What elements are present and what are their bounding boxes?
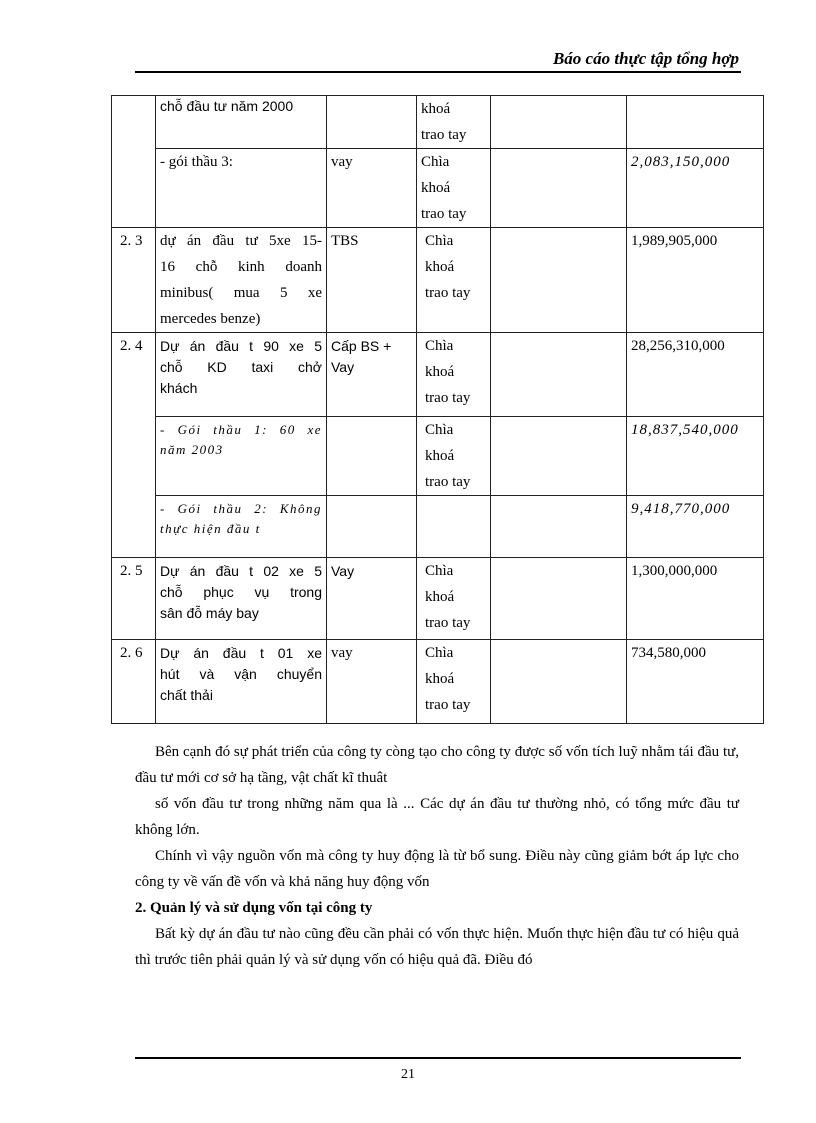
funding-source-cell	[327, 496, 417, 558]
paragraph: số vốn đầu tư trong những năm qua là ... Các dự án đầu tư thường nhỏ, có tổng mức đầu tư không lớn.	[135, 796, 739, 838]
amount-cell: 2,083,150,000	[627, 149, 764, 228]
amount-cell: 1,989,905,000	[627, 228, 764, 333]
funding-source-cell: TBS	[327, 228, 417, 333]
method-cell	[417, 496, 491, 558]
method-cell: Chìa khoá trao tay	[417, 228, 491, 333]
amount-cell: 18,837,540,000	[627, 417, 764, 496]
row-number-cell: 2. 4	[112, 333, 156, 558]
method-cell: Chìa khoá trao tay	[417, 333, 491, 417]
method-cell: khoá trao tay	[417, 96, 491, 149]
amount-cell	[627, 96, 764, 149]
section-heading: 2. Quản lý và sử dụng vốn tại công ty	[135, 900, 373, 916]
blank-cell	[491, 228, 627, 333]
amount-cell: 1,300,000,000	[627, 558, 764, 640]
blank-cell	[491, 496, 627, 558]
project-name-cell: Dự án đầu t 02 xe 5 chỗ phục vụ trong sân đỗ máy bay	[156, 558, 327, 640]
table-row	[112, 558, 764, 640]
amount-cell: 734,580,000	[627, 640, 764, 724]
project-name-cell: Dự án đầu t 01 xe hút và vận chuyển chất thải	[156, 640, 327, 724]
project-name-cell: chỗ đầu tư năm 2000	[156, 96, 327, 149]
investment-table	[111, 95, 764, 724]
page-number: 21	[401, 1067, 415, 1082]
blank-cell	[491, 640, 627, 724]
project-name-cell: - gói thầu 3:	[156, 149, 327, 228]
blank-cell	[491, 417, 627, 496]
body-text	[135, 739, 739, 973]
row-number-cell: 2. 3	[112, 228, 156, 333]
project-name-cell: - Gói thầu 1: 60 xe năm 2003	[156, 417, 327, 496]
project-name-cell: dự án đầu tư 5xe 15- 16 chỗ kinh doanh minibus( mua 5 xe mercedes benze)	[156, 228, 327, 333]
amount-cell: 28,256,310,000	[627, 333, 764, 417]
project-name-cell: - Gói thầu 2: Không thực hiện đầu t	[156, 496, 327, 558]
method-cell: Chìa khoá trao tay	[417, 417, 491, 496]
funding-source-cell	[327, 417, 417, 496]
footer-rule	[135, 1057, 741, 1059]
paragraph: Chính vì vậy nguồn vốn mà công ty huy động là từ bổ sung. Điều này cũng giảm bớt áp lực cho công ty về vấn đề vốn và khả năng huy động vốn	[135, 848, 739, 890]
header-title: Báo cáo thực tập tổng hợp	[552, 49, 739, 68]
blank-cell	[491, 96, 627, 149]
funding-source-cell: vay	[327, 640, 417, 724]
row-number-cell	[112, 96, 156, 228]
paragraph: Bất kỳ dự án đầu tư nào cũng đều cần phải có vốn thực hiện. Muốn thực hiện đầu tư có hiệu quả thì trước tiên phải quản lý và sử dụng vốn có hiệu quả đã. Điều đó	[135, 926, 739, 968]
method-cell: Chìa khoá trao tay	[417, 149, 491, 228]
blank-cell	[491, 558, 627, 640]
table-row	[112, 333, 764, 417]
table-row	[112, 96, 764, 149]
table-row	[112, 496, 764, 558]
method-cell: Chìa khoá trao tay	[417, 640, 491, 724]
blank-cell	[491, 333, 627, 417]
funding-source-cell: Vay	[327, 558, 417, 640]
table-row	[112, 417, 764, 496]
method-cell: Chìa khoá trao tay	[417, 558, 491, 640]
header-rule	[135, 71, 741, 73]
project-name-cell: Dự án đầu t 90 xe 5 chỗ KD taxi chở khách	[156, 333, 327, 417]
funding-source-cell: vay	[327, 149, 417, 228]
amount-cell: 9,418,770,000	[627, 496, 764, 558]
funding-source-cell	[327, 96, 417, 149]
table-row	[112, 640, 764, 724]
table-row	[112, 228, 764, 333]
blank-cell	[491, 149, 627, 228]
row-number-cell: 2. 6	[112, 640, 156, 724]
table-row	[112, 149, 764, 228]
paragraph: Bên cạnh đó sự phát triển của công ty còng tạo cho công ty được số vốn tích luỹ nhằm tái đầu tư, đầu tư mới cơ sở hạ tầng, vật chất kĩ thuât	[135, 744, 739, 786]
funding-source-cell: Cấp BS + Vay	[327, 333, 417, 417]
row-number-cell: 2. 5	[112, 558, 156, 640]
